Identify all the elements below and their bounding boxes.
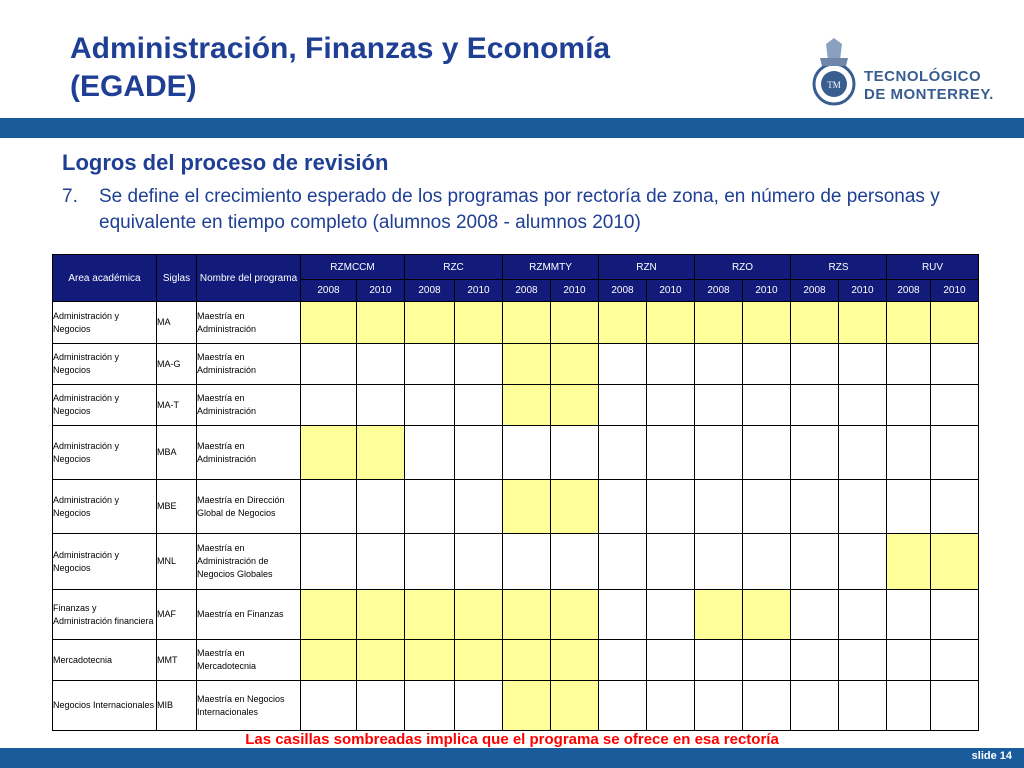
header-year: 2010 (455, 280, 503, 302)
empty-cell (647, 426, 695, 480)
cell-area: Negocios Internacionales (53, 681, 157, 731)
empty-cell (839, 385, 887, 426)
offered-cell (503, 480, 551, 534)
empty-cell (301, 534, 357, 590)
cell-siglas: MAF (157, 590, 197, 640)
empty-cell (791, 426, 839, 480)
header-year: 2008 (599, 280, 647, 302)
offered-cell (301, 426, 357, 480)
cell-area: Administración y Negocios (53, 302, 157, 344)
empty-cell (887, 681, 931, 731)
empty-cell (791, 344, 839, 385)
empty-cell (791, 534, 839, 590)
header-year: 2010 (551, 280, 599, 302)
empty-cell (839, 534, 887, 590)
empty-cell (695, 344, 743, 385)
empty-cell (887, 640, 931, 681)
empty-cell (743, 640, 791, 681)
header-year: 2010 (647, 280, 695, 302)
offered-cell (887, 302, 931, 344)
offered-cell (357, 302, 405, 344)
header-zone: RZO (695, 255, 791, 280)
cell-area: Administración y Negocios (53, 344, 157, 385)
empty-cell (357, 344, 405, 385)
cell-programa: Maestría en Administración (197, 385, 301, 426)
empty-cell (405, 385, 455, 426)
table-row (53, 426, 979, 480)
offered-cell (599, 302, 647, 344)
empty-cell (791, 480, 839, 534)
cell-area: Administración y Negocios (53, 534, 157, 590)
offered-cell (357, 426, 405, 480)
offered-cell (743, 302, 791, 344)
offered-cell (551, 590, 599, 640)
empty-cell (931, 426, 979, 480)
cell-siglas: MIB (157, 681, 197, 731)
offered-cell (743, 590, 791, 640)
empty-cell (695, 385, 743, 426)
offered-cell (405, 640, 455, 681)
cell-area: Administración y Negocios (53, 480, 157, 534)
offered-cell (405, 302, 455, 344)
offered-cell (887, 534, 931, 590)
header-year: 2008 (503, 280, 551, 302)
title-line-1: Administración, Finanzas y Economía (70, 32, 611, 65)
offered-cell (455, 640, 503, 681)
cell-siglas: MBE (157, 480, 197, 534)
empty-cell (695, 426, 743, 480)
empty-cell (301, 681, 357, 731)
empty-cell (887, 590, 931, 640)
empty-cell (647, 344, 695, 385)
header-year: 2008 (301, 280, 357, 302)
empty-cell (455, 534, 503, 590)
header-year: 2010 (357, 280, 405, 302)
empty-cell (839, 426, 887, 480)
header-zone: RZC (405, 255, 503, 280)
empty-cell (647, 480, 695, 534)
empty-cell (743, 480, 791, 534)
cell-siglas: MMT (157, 640, 197, 681)
logo-wordmark (864, 68, 994, 104)
table-row (53, 640, 979, 681)
header-zone: RZN (599, 255, 695, 280)
empty-cell (647, 590, 695, 640)
empty-cell (791, 681, 839, 731)
table-row (53, 344, 979, 385)
empty-cell (551, 534, 599, 590)
offered-cell (455, 302, 503, 344)
header-zone: RZMCCM (301, 255, 405, 280)
cell-programa: Maestría en Negocios Internacionales (197, 681, 301, 731)
title-line-2: (EGADE) (70, 70, 197, 103)
empty-cell (551, 426, 599, 480)
empty-cell (887, 480, 931, 534)
empty-cell (455, 480, 503, 534)
empty-cell (839, 640, 887, 681)
empty-cell (743, 534, 791, 590)
offered-cell (503, 640, 551, 681)
empty-cell (791, 590, 839, 640)
header-zone: RUV (887, 255, 979, 280)
offered-cell (301, 590, 357, 640)
seal-icon (806, 38, 862, 108)
empty-cell (455, 681, 503, 731)
point-number: 7. (62, 186, 78, 207)
cell-programa: Maestría en Mercadotecnia (197, 640, 301, 681)
empty-cell (839, 681, 887, 731)
slide-number: slide 14 (971, 750, 1012, 762)
empty-cell (839, 480, 887, 534)
empty-cell (599, 344, 647, 385)
offered-cell (695, 590, 743, 640)
offered-cell (357, 640, 405, 681)
empty-cell (743, 681, 791, 731)
table-row (53, 534, 979, 590)
offered-cell (551, 302, 599, 344)
empty-cell (357, 480, 405, 534)
offered-cell (551, 640, 599, 681)
empty-cell (695, 534, 743, 590)
table-row (53, 302, 979, 344)
empty-cell (405, 344, 455, 385)
empty-cell (887, 385, 931, 426)
svg-text:TM: TM (827, 80, 841, 90)
offered-cell (931, 534, 979, 590)
cell-area: Finanzas y Administración financiera (53, 590, 157, 640)
offered-cell (551, 681, 599, 731)
empty-cell (405, 681, 455, 731)
empty-cell (455, 344, 503, 385)
empty-cell (931, 640, 979, 681)
offered-cell (301, 640, 357, 681)
section-subtitle: Logros del proceso de revisión (62, 150, 389, 175)
header-year: 2008 (791, 280, 839, 302)
header-year: 2010 (931, 280, 979, 302)
point-text: Se define el crecimiento esperado de los programas por rectoría de zona, en número de personas y equivalente en tiempo completo (alumnos 2008 - alumnos 2010) (99, 186, 940, 233)
empty-cell (695, 480, 743, 534)
empty-cell (743, 385, 791, 426)
cell-area: Administración y Negocios (53, 385, 157, 426)
cell-programa: Maestría en Administración (197, 344, 301, 385)
slide-title (70, 30, 710, 106)
empty-cell (405, 480, 455, 534)
empty-cell (405, 426, 455, 480)
empty-cell (931, 681, 979, 731)
table-row (53, 681, 979, 731)
cell-area: Mercadotecnia (53, 640, 157, 681)
empty-cell (455, 426, 503, 480)
cell-programa: Maestría en Administración (197, 302, 301, 344)
footnote: Las casillas sombreadas implica que el programa se ofrece en esa rectoría (245, 731, 779, 748)
offered-cell (931, 302, 979, 344)
header-siglas: Siglas (157, 255, 197, 302)
empty-cell (931, 344, 979, 385)
offered-cell (503, 302, 551, 344)
cell-programa: Maestría en Finanzas (197, 590, 301, 640)
empty-cell (931, 590, 979, 640)
offered-cell (791, 302, 839, 344)
header-zone: RZMMTY (503, 255, 599, 280)
table-row (53, 590, 979, 640)
empty-cell (301, 385, 357, 426)
empty-cell (599, 681, 647, 731)
empty-cell (599, 640, 647, 681)
offered-cell (503, 344, 551, 385)
empty-cell (791, 385, 839, 426)
empty-cell (301, 480, 357, 534)
empty-cell (455, 385, 503, 426)
empty-cell (647, 534, 695, 590)
cell-siglas: MA-T (157, 385, 197, 426)
empty-cell (599, 534, 647, 590)
cell-programa: Maestría en Dirección Global de Negocios (197, 480, 301, 534)
empty-cell (599, 385, 647, 426)
header-band (0, 118, 1024, 138)
offered-cell (503, 681, 551, 731)
offered-cell (551, 344, 599, 385)
offered-cell (647, 302, 695, 344)
offered-cell (695, 302, 743, 344)
empty-cell (503, 534, 551, 590)
logo-line-2: DE MONTERREY. (864, 86, 994, 103)
cell-programa: Maestría en Administración de Negocios Globales (197, 534, 301, 590)
empty-cell (357, 385, 405, 426)
offered-cell (301, 302, 357, 344)
table-row (53, 385, 979, 426)
empty-cell (599, 480, 647, 534)
empty-cell (357, 681, 405, 731)
header-year: 2008 (695, 280, 743, 302)
empty-cell (931, 385, 979, 426)
empty-cell (839, 590, 887, 640)
empty-cell (647, 385, 695, 426)
offered-cell (357, 590, 405, 640)
header-programa: Nombre del programa (197, 255, 301, 302)
cell-area: Administración y Negocios (53, 426, 157, 480)
offered-cell (405, 590, 455, 640)
header-area: Area académica (53, 255, 157, 302)
offered-cell (503, 590, 551, 640)
header-zone: RZS (791, 255, 887, 280)
cell-programa: Maestría en Administración (197, 426, 301, 480)
empty-cell (743, 344, 791, 385)
offered-cell (455, 590, 503, 640)
offered-cell (551, 385, 599, 426)
programs-table (52, 254, 979, 731)
empty-cell (791, 640, 839, 681)
header-year: 2008 (887, 280, 931, 302)
empty-cell (599, 426, 647, 480)
logo-line-1: TECNOLÓGICO (864, 68, 982, 85)
header-year: 2008 (405, 280, 455, 302)
table-row (53, 480, 979, 534)
offered-cell (503, 385, 551, 426)
cell-siglas: MNL (157, 534, 197, 590)
empty-cell (839, 344, 887, 385)
header-year: 2010 (839, 280, 887, 302)
empty-cell (695, 681, 743, 731)
empty-cell (647, 681, 695, 731)
empty-cell (301, 344, 357, 385)
empty-cell (887, 344, 931, 385)
empty-cell (405, 534, 455, 590)
empty-cell (695, 640, 743, 681)
header-year: 2010 (743, 280, 791, 302)
offered-cell (551, 480, 599, 534)
table-header-row-1 (53, 255, 979, 280)
footer-band (0, 748, 1024, 768)
empty-cell (647, 640, 695, 681)
empty-cell (503, 426, 551, 480)
tec-logo (806, 38, 1006, 108)
empty-cell (743, 426, 791, 480)
empty-cell (357, 534, 405, 590)
empty-cell (931, 480, 979, 534)
cell-siglas: MBA (157, 426, 197, 480)
cell-siglas: MA-G (157, 344, 197, 385)
cell-siglas: MA (157, 302, 197, 344)
offered-cell (839, 302, 887, 344)
empty-cell (599, 590, 647, 640)
empty-cell (887, 426, 931, 480)
